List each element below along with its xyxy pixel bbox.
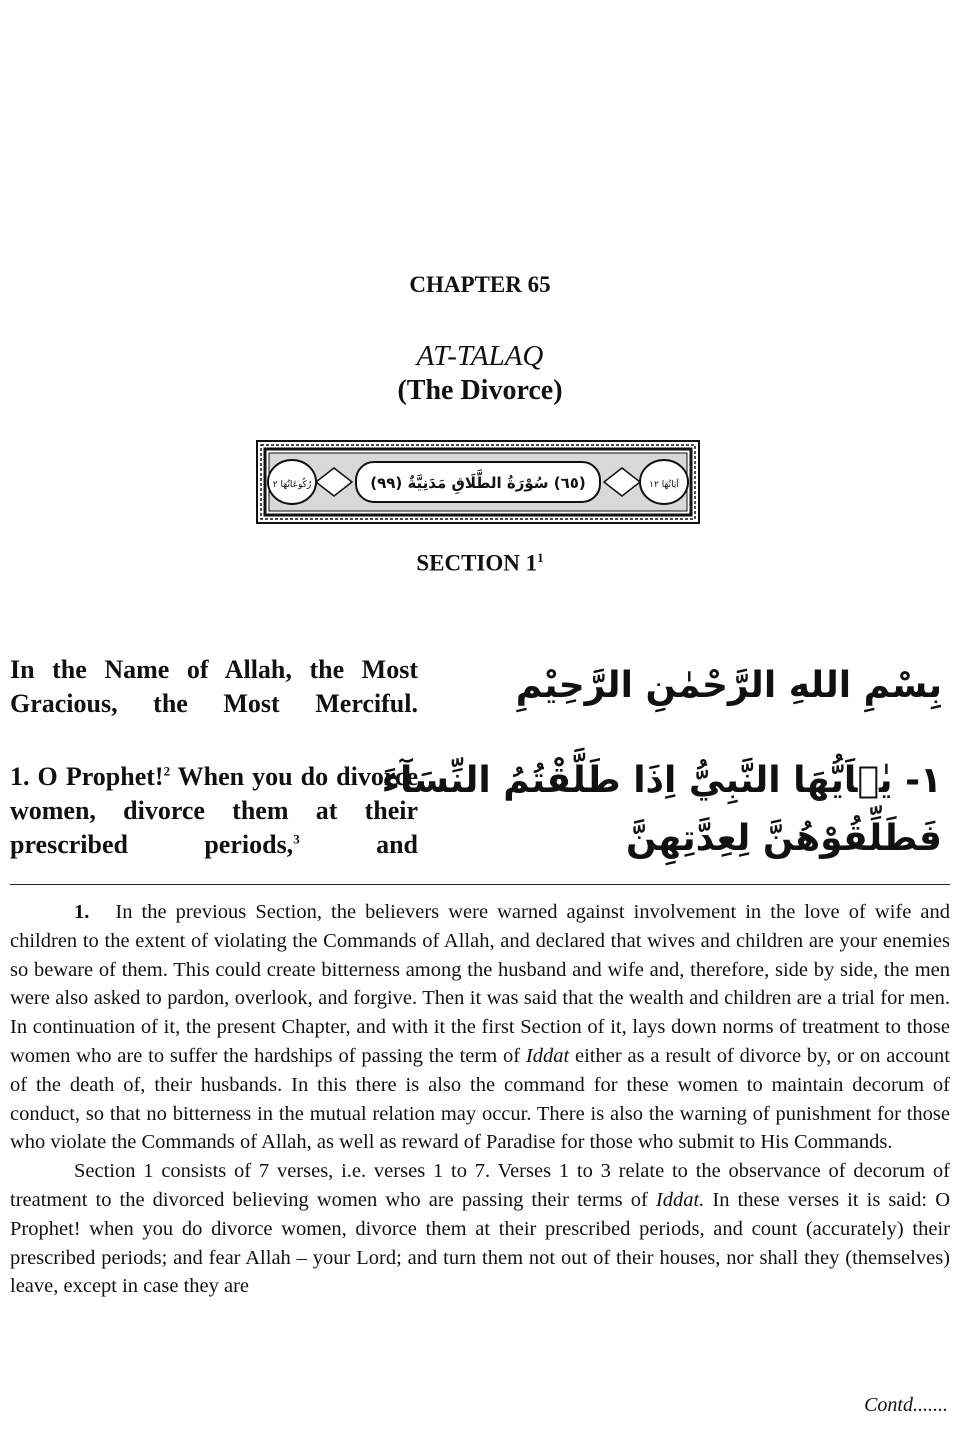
chapter-title: CHAPTER 65 xyxy=(409,272,551,297)
footnote-text: In these verses it is said: O Prophet! when you do divorce women, divorce them at their prescribed periods, and count (accurately) their prescribed periods; and fear Allah – your Lord; and turn them not out of their houses, nor shall they (themselves) leave, except in case they are xyxy=(10,1188,951,1298)
footnote-ref-2: 2 xyxy=(163,763,171,779)
bismillah-translation: In the Name of Allah, the Most Gracious, the Most Merciful. xyxy=(10,655,418,718)
banner-ayat-count: آيَاتُهَا ١٢ xyxy=(649,480,679,490)
verse-1-text-c: and xyxy=(299,830,418,859)
verse-1-text-b: When you do divorce women, divorce them at their prescribed periods, xyxy=(10,762,419,859)
footnote-number: 1. xyxy=(74,901,90,923)
verse-1-translation xyxy=(10,760,418,862)
footnote-divider xyxy=(10,884,950,885)
continued-marker: Contd....... xyxy=(864,1394,948,1416)
surah-banner xyxy=(256,440,700,524)
banner-ruku-count: رُكُوعَاتُهَا ٢ xyxy=(272,480,312,490)
section-label: SECTION 1 xyxy=(416,550,538,576)
footnote-paragraph-1 xyxy=(10,898,950,1157)
surah-name: AT-TALAQ xyxy=(416,340,544,372)
verse-1-arabic-line-1: ١- يٰۤاَيُّهَا النَّبِيُّ اِذَا طَلَّقْتُمُ النِّسَآءَ xyxy=(381,760,942,801)
footnote-term-iddat: Iddat xyxy=(525,1044,570,1067)
section-footnote-ref: 1 xyxy=(537,550,544,565)
verse-1-text-a: 1. O Prophet! xyxy=(10,762,164,791)
footnote-text: In the previous Section, the believers were warned against involvement in the love of wife and children to the extent of violating the Commands of Allah, and declared that wives and children are your enemies so beware of them. This could create bitterness among the husband and wife and, therefore, side by side, the men were also asked to pardon, overlook, and forgive. Then it was said that the wealth and children are a trial for men. In continuation of it, the present Chapter, and with it the first Section of it, lays down norms of treatment to those women who are to suffer the hardships of passing the term of xyxy=(10,901,950,1067)
section-title xyxy=(0,550,960,577)
footnote-ref-3: 3 xyxy=(293,831,300,847)
footnote-paragraph-2 xyxy=(10,1157,950,1301)
verse-1-arabic-line-2: فَطَلِّقُوْهُنَّ لِعِدَّتِهِنَّ xyxy=(625,818,942,859)
footnote-term-iddat: Iddat. xyxy=(655,1188,705,1211)
footnote-1 xyxy=(10,898,950,1301)
footnote-text: either as a result of divorce by, or on account of the death of, their husbands. In this there is also the command for these women to maintain decorum of conduct, so that no bitterness in the mutual relation may occur. There is also the warning of punishment for those who violate the Commands of Allah, as well as reward of Paradise for those who submit to His Commands. xyxy=(10,1044,950,1154)
bismillah-arabic: بِسْمِ اللهِ الرَّحْمٰنِ الرَّحِيْمِ xyxy=(515,665,942,706)
banner-surah-title: (٦٥) سُوْرَةُ الطَّلَاقِ مَدَنِيَّةٌ (٩٩) xyxy=(370,474,586,492)
surah-english-title: (The Divorce) xyxy=(397,375,563,406)
footnote-text: Section 1 consists of 7 verses, i.e. verses 1 to 7. Verses 1 to 3 relate to the observance of decorum of treatment to the divorced believing women who are passing their terms of xyxy=(10,1160,950,1211)
